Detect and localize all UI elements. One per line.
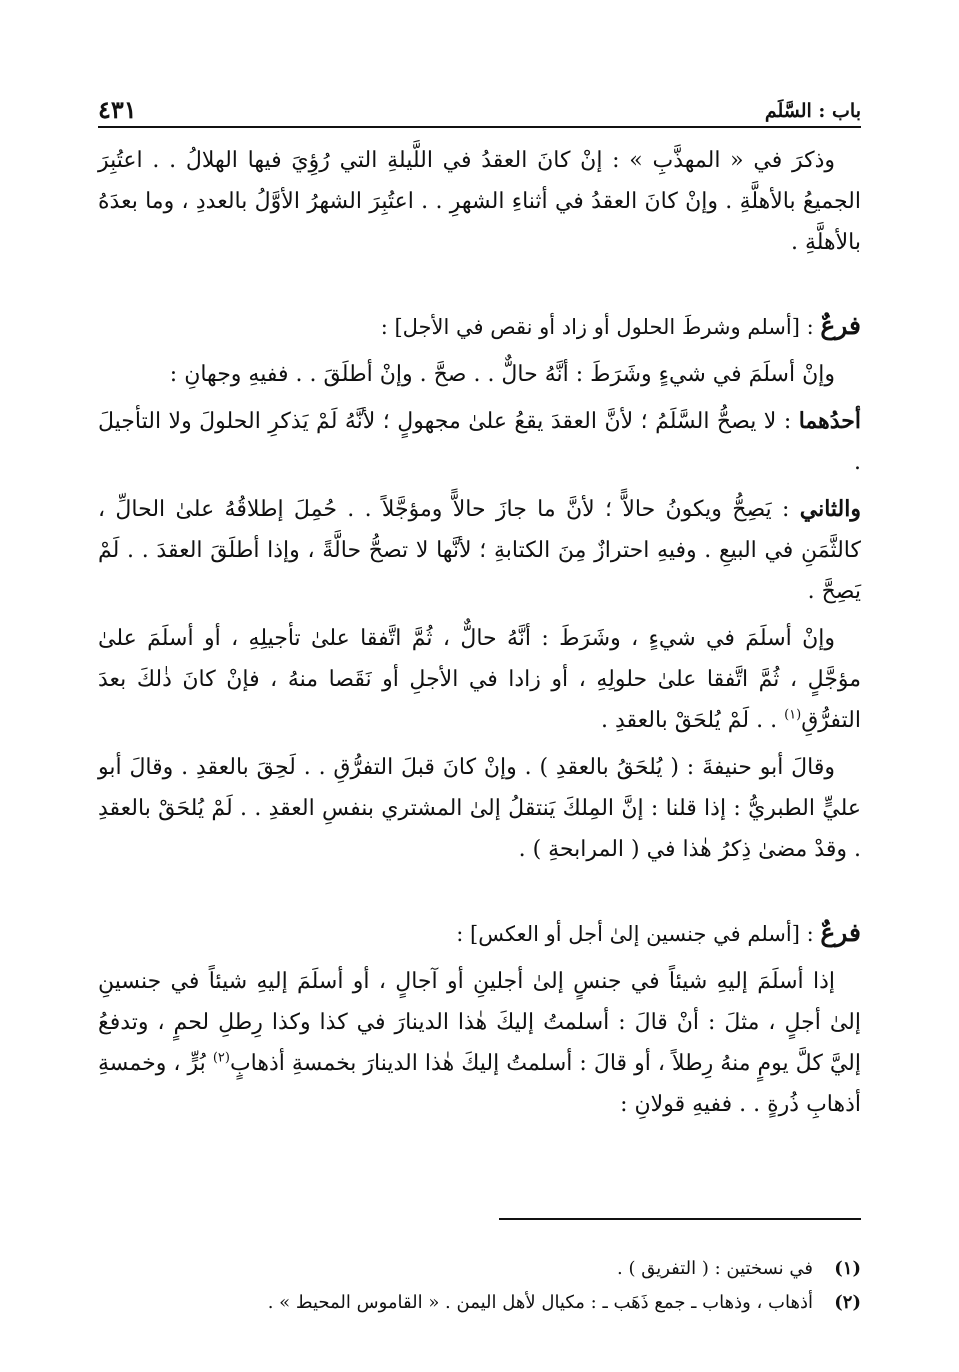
paragraph: أحدُهما : لا يصحُّ السَّلَمُ ؛ لأنَّ العقدَ يقعُ علىٰ مجهولٍ ؛ لأنَّهُ لَمْ يَذكرِ الحلولَ ولا التأجيلَ . [98,408,861,475]
paragraph: وإنْ أسلَمَ في شيءٍ ، وشَرَطَ : أنَّهُ حالٌّ ، ثُمَّ اتَّفقا علىٰ تأجيلِهِ ، أو أسلَمَ علىٰ مؤجَّلٍ ، ثُمَّ اتَّفقا علىٰ حلولِهِ ، أو زادا في الأجلِ أو نَقَصا منهُ ، فإنْ كانَ ذٰلكَ بعدَ التفرُّقِ$^{(١)}$ . . لَمْ يُلحَقْ بالعقدِ . [98,626,861,733]
section-gap [98,269,861,299]
footnote-divider [499,1218,861,1220]
page-number: ٤٣١ [98,95,137,124]
branch-word: فرعٌ [820,311,861,340]
paragraph: وقالَ أبو حنيفةَ : ( يُلحَقُ بالعقدِ ) . وإنْ كانَ قبلَ التفرُّقِ . . لَحِقَ بالعقدِ . وقالَ أبو عليٍّ الطبريُّ : إذا قلنا : إنَّ المِلكَ يَنتقلُ إلىٰ المشتري بنفسِ العقدِ . . لَمْ يُلحَقْ بالعقدِ . وقدْ مضىٰ ذِكرُ هٰذا في ( المرابحةِ ) . [98,755,861,862]
page-header [98,92,861,128]
footnote-number: (٢) [834,1292,861,1313]
paragraph: وإنْ أسلَمَ في شيءٍ وشَرَطَ : أنَّهُ حالٌّ . . صحَّ . وإنْ أطلَقَ . . ففيهِ وجهانِ : [169,362,835,387]
footnote-ref[interactable]: (٢) [212,1050,230,1066]
branch-topic: : [أسلم وشرطَ الحلول أو زاد أو نقص في الأجل] : [380,315,821,339]
footnote-text: أذهاب ، وذهاب ـ جمع ذَهَب ـ : مكيال لأهل اليمن . « القاموس المحيط » . [267,1292,813,1313]
footnotes [98,1252,861,1320]
footnote-number: (١) [834,1258,861,1279]
branch-heading [98,305,861,348]
section-gap [98,876,861,906]
footnote [98,1252,861,1286]
footnote [98,1286,861,1320]
paragraph: والثاني : يَصِحُّ ويكونُ حالاًّ ؛ لأنَّ ما جازَ حالاًّ ومؤجَّلاً . . حُمِلَ إطلاقُهُ علىٰ الحالِّ ، كالثَّمَنِ في البيعِ . وفيهِ احترازٌ مِنَ الكتابةِ ؛ لأنَّها لا تصحُّ حالَّةً ، وإذا أطلَقَ العقدَ . . لَمْ يَصِحَّ . [98,496,861,604]
footnote-ref[interactable]: (١) [784,707,802,723]
paragraph: إذا أسلَمَ إليهِ شيئاً في جنسٍ إلىٰ أجلينِ أو آجالٍ ، أو أسلَمَ إليهِ شيئاً في جنسينِ إلىٰ أجلٍ ، مثلَ : أنْ قالَ : أسلمتُ إليكَ هٰذا الدينارَ في كذا وكذا رِطلِ لحمٍ ، وتدفعُ إليَّ كلَّ يومٍ منهُ رِطلاً ، أو قالَ : أسلمتُ إليكَ هٰذا الدينارَ بخمسةِ أذهابٍ$^{(٢)}$ بُرٍّ ، وخمسةِ أذهابِ ذُرةٍ . . ففيهِ قولانِ : [98,969,861,1117]
branch-heading [98,912,861,955]
lead-word: والثاني [799,496,861,522]
branch-topic: : [أسلم في جنسين إلىٰ أجل أو العكس] : [456,922,821,946]
footnote-text: في نسختين : ( التفريق ) . [617,1258,813,1279]
lead-word: أحدُهما [798,408,861,434]
branch-word: فرعٌ [820,918,861,947]
main-text [98,140,861,1131]
running-title: باب : السَّلَم [764,100,861,122]
paragraph: وذكرَ في « المهذَّبِ » : إنْ كانَ العقدُ في اللَّيلةِ التي رُؤِيَ فيها الهلالُ . . اعتُبِرَ الجميعُ بالأهلَّةِ . وإنْ كانَ العقدُ في أثناءِ الشهرِ . . اعتُبِرَ الشهرُ الأوَّلُ بالعددِ ، وما بعدَهُ بالأهلَّةِ . [98,148,861,255]
